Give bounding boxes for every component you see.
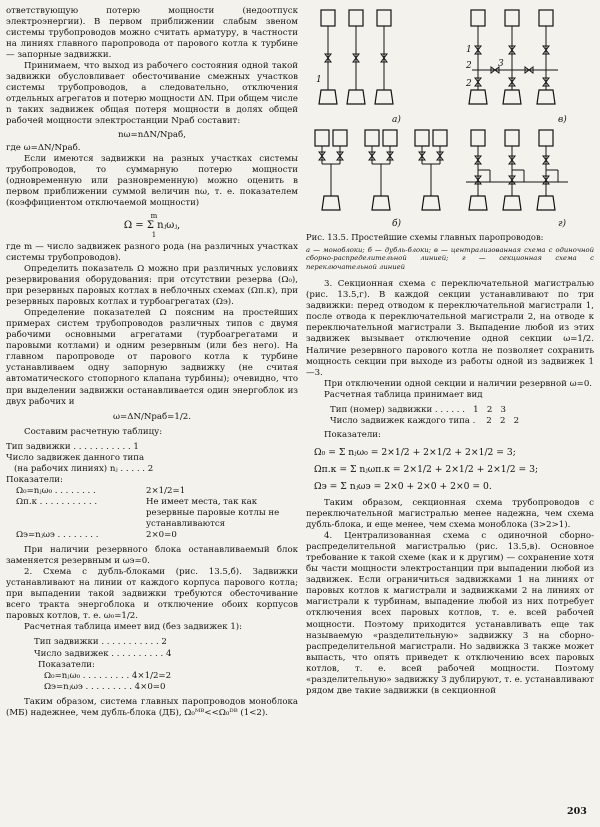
table-row [6,530,298,541]
figure-caption [306,232,594,243]
paragraph: Определение показателей Ω поясним на простейших примерах систем трубопроводов различных типов с двумя рабочими основными агрегатами (турбоагрегатами и паровыми котлами) и одним резервным (или без него). На главном паропроводе от парового котла к турбине устанавливаем одну запорную задвижку (не считая автоматического стопорного клапана турбины); очевидно, что при выделении задвижки останавливается один энергоблок из двух рабочих и [6,308,298,407]
paragraph: Таким образом, система главных паропроводов моноблока (МБ) надежнее, чем дубль-блока (ДБ), Ω₀ᴹᴮ<<Ω₀ᴰᴮ (1<2). [6,696,298,718]
scheme-b [315,130,447,210]
right-column [306,6,594,697]
table-row: Тип задвижки . . . . . . . . . . . 1 [6,441,139,452]
equation-omega-pk: Ωп.к = Σ nⱼωп.к = 2×1/2 + 2×1/2 + 2×1/2 = 3; [314,463,539,475]
paragraph: При наличии резервного блока останавливаемый блок заменяется резервным и ωэ=0. [6,545,298,567]
figure-label-b: б) [392,219,402,229]
table-row [6,497,298,530]
paragraph: Таким образом, секционная схема трубопроводов с переключательной магистралью менее надежна, чем схема дубль-блока, и еще менее, чем схема моноблока (3>2>1). [306,498,594,531]
equation-omega-e: Ωэ = Σ nⱼωэ = 2×0 + 2×0 + 2×0 = 0. [314,480,492,492]
scheme-a [319,10,393,104]
valve-number: 1 [316,75,322,85]
row-label: Ωп.к . . . . . . . . . . . [16,496,98,507]
paragraph: Определить показатель Ω можно при различных условиях резервирования оборудования: при отсутствии резерва (Ω₀), при резервных паровых котлах в неблочных схемах (Ωп.к), при резервных паровых котлах и турбоагрегатах (Ωэ). [6,263,298,308]
sum-formula [6,212,298,239]
scheme-g [466,130,568,210]
paragraph: Расчетная таблица имеет вид (без задвижек 1): [24,622,243,633]
paragraph: Если имеются задвижки на разных участках системы трубопроводов, то суммарную потерю мощности (одновременную или разновременную) можно оценить в первом приближении суммой величин nω, т. е. показателем (коэффициентом отключаемой мощности) [6,153,298,208]
caption-body: а — моноблоки; б — дубль-блоки; в — централизованная схема с одиночной сборно-распределительной линией; г — секционная схема с переключательной линией [306,246,594,271]
table-row: Число задвижек . . . . . . . . . . 4 [34,648,172,659]
table-row: Тип (номер) задвижки . . . . . . 1 2 3 [330,404,506,415]
valve-number: 2 [466,61,472,71]
table-row: Ω₀=nⱼω₀ . . . . . . . . . 4×1/2=2 [44,670,172,681]
table-sectional [306,405,594,427]
pipeline-schemes-diagram [306,6,594,246]
row-label: Ωэ=nⱼωэ . . . . . . . . [16,530,99,541]
equation-omega-0: Ω₀ = Σ nⱼω₀ = 2×1/2 + 2×1/2 + 2×1/2 = 3; [314,446,516,458]
paragraph: При отключении одной секции и наличии резервной ω=0. [324,378,593,389]
figure-label-a: а) [392,115,401,125]
paragraph: 2. Схема с дубль-блоками (рис. 13.5,б). Задвижки устанавливают на линии от каждого корпуса парового котла; при выпадении такой задвижки требуются обесточивание всего тракта энергоблока и отключение обоих корпусов паровых котлов, т. е. ω₀=1/2. [6,567,298,622]
paragraph: ответствующую потерю мощности (недоотпуск электроэнергии). В первом приближении слабым звеном системы трубопроводов можно считать арматуру, в частности на линиях главного паропровода от парового котла к турбине — запорные задвижки. [6,6,298,61]
paragraph: Принимаем, что выход из рабочего состояния одной такой задвижки обусловливает обесточивание смежных участков системы трубопроводов, а следовательно, отключения отдельных агрегатов и потерю мощности ΔN. При общем числе n таких задвижек общая потеря мощности в долях общей рабочей мощности электростанции Nраб составит: [6,61,298,127]
table-row [6,486,298,497]
table-doubleblock [6,637,298,692]
row-value: Не имеет места, так как резервные паровые котлы не устанавливаются [146,496,280,530]
valve-number: 1 [466,45,472,55]
row-value: 2×0=0 [146,530,177,541]
table-row: Ωэ=nⱼωэ . . . . . . . . . 4×0=0 [44,681,166,692]
paragraph: 3. Секционная схема с переключательной магистралью (рис. 13.5,г). В каждой секции устанавливают по три задвижки: перед отводом к переключательной магистрали 1, после отвода к переключательной магистрали 2, на отводе к переключательной магистрали 3. Выпадение любой из этих задвижек вызывает отключение одной секции ω=1/2. Наличие резервного парового котла не позволяет сохранить мощность секции при выходе из работы одной из задвижек 1—3. [306,279,594,378]
figure-label-v: в) [558,115,567,125]
paragraph: где ω=ΔN/Nраб. [6,142,81,153]
scheme-v [469,10,558,104]
sum-upper-limit: m [150,211,158,220]
paragraph: Составим расчетную таблицу: [24,426,163,437]
table-monoblock [6,442,298,541]
paragraph: Расчетная таблица принимает вид [324,389,483,400]
figure-13-5 [306,6,594,246]
sum-lower-limit: 1 [151,230,157,239]
formula: Ω = Σ nⱼωⱼ, [123,219,181,231]
table-label: Показатели: [324,429,381,440]
table-label: Показатели: [6,474,63,485]
formula: nω=nΔN/Nраб, [118,129,186,140]
table-row: Тип задвижки . . . . . . . . . . . 2 [34,637,167,648]
row-value: 2×1/2=1 [146,485,186,496]
caption-title: Рис. 13.5. Простейшие схемы главных паропроводов: [306,232,544,242]
paragraph: где m — число задвижек разного рода (на различных участках системы трубопроводов). [6,241,298,263]
formula: ω=ΔN/Nраб=1/2. [113,411,191,422]
row-label: Ω₀=nⱼω₀ . . . . . . . . [16,485,96,496]
left-column [6,6,298,719]
table-row: Число задвижек каждого типа . 2 2 2 [330,415,520,426]
paragraph: 4. Централизованная схема с одиночной сборно-распределительной магистралью (рис. 13.5,в). Основное требование к такой схеме (как и к другим) — сохранение хотя бы части мощности электростанции при выпадении любой из задвижек. Если ограничиться задвижками 1 на линиях от паровых котлов к магистрали и задвижками 2 на линиях от магистрали к турбинам, выпадение любой из них потребует отключения всех паровых котлов, т. е. всей рабочей мощности. Поэтому приходится устанавливать еще так называемую «разделительную» задвижку 3 на сборно-распределительной магистрали. Но задвижка 3 также может выпасть, что опять приведет к отключению всех паровых котлов, т. е. всей рабочей мощности. Поэтому «разделительную» задвижку 3 дублируют, т. е. устанавливают рядом две такие задвижки (в секционной [306,531,594,696]
table-row: Число задвижек данного типа [6,452,145,463]
table-label: Показатели: [38,659,95,670]
valve-number: 2 [466,79,472,89]
table-row: (на рабочих линиях) nⱼ . . . . . 2 [14,463,154,474]
valve-number: 3 [498,59,504,69]
figure-label-g: г) [558,219,567,229]
page-number: 203 [567,806,587,817]
